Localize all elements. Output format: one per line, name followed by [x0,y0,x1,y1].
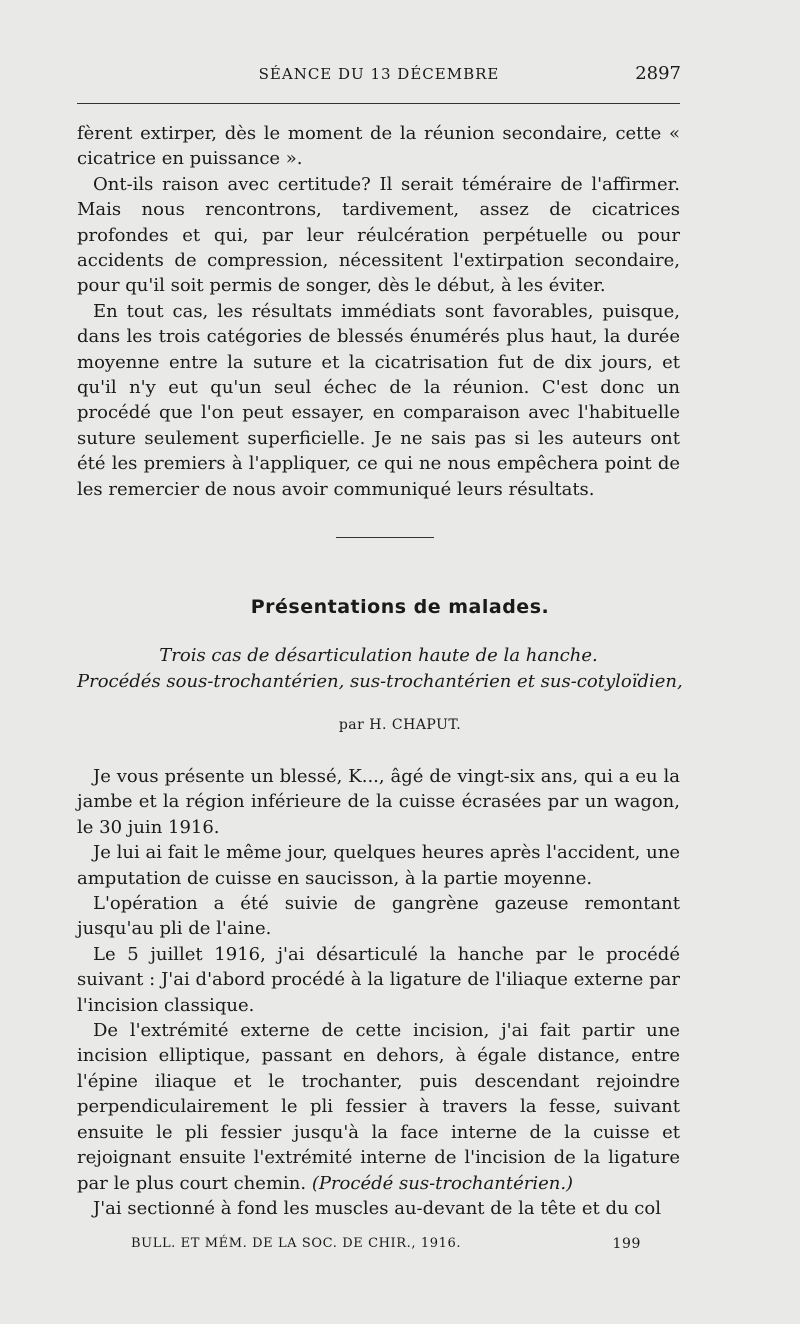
running-header [77,63,681,87]
running-title: SÉANCE DU 13 DÉCEMBRE [258,65,500,83]
paragraph: fèrent extirper, dès le moment de la réunion secondaire, cette « cicatrice en puissance ». [77,123,680,170]
paragraph: Je vous présente un blessé, K..., âgé de vingt-six ans, qui a eu la jambe et la région inférieure de la cuisse écrasées par un wagon, le 30 juin 1916. [77,766,680,838]
paragraph: Le 5 juillet 1916, j'ai désarticulé la hanche par le procédé suivant : J'ai d'abord procédé à la ligature de l'iliaque externe par l'incision classique. [77,943,680,1016]
subtitle-line: Trois cas de désarticulation haute de la hanche. [159,645,598,666]
section-heading: Présentations de malades. [250,596,550,618]
paragraph: En tout cas, les résultats immédiats sont favorables, puisque, dans les trois catégories de blessés énumérés plus haut, la durée moyenne entre la suture et la cicatrisation fut de dix jours, et qu'il n'y eut qu'un seul échec de la réunion. C'est donc un procédé que l'on peut essayer, en comparaison avec l'habituelle suture seulement superficielle. Je ne sais pas si les auteurs ont été les premiers à l'appliquer, ce qui ne nous empêchera point de les remercier de nous avoir communiqué leurs résultats. [77,300,680,500]
section-separator [336,537,434,538]
author-byline: par H. CHAPUT. [338,717,462,733]
paragraph: Je lui ai fait le même jour, quelques heures après l'accident, une amputation de cuisse en saucisson, à la partie moyenne. [77,842,680,889]
header-rule [77,103,680,104]
continued-text [77,121,680,502]
page-number: 2897 [635,63,681,84]
subtitle-line: Procédés sous-trochantérien, sus-trochantérien et sus-cotyloïdien, [77,670,683,692]
paragraph [77,1018,680,1196]
paragraph-text: De l'extrémité externe de cette incision, j'ai fait partir une incision elliptique, passant en dehors, à égale distance, entre l'épine iliaque et le trochanter, puis descendant rejoindre perpendiculairement le pli fessier à travers la fesse, suivant ensuite le pli fessier jusqu'à la face interne de la cuisse et rejoignant ensuite l'extrémité interne de l'incision de la ligature par le plus court chemin. [77,1020,680,1194]
article-body [77,764,680,1221]
signature-number: 199 [612,1236,641,1252]
journal-reference: BULL. ET MÉM. DE LA SOC. DE CHIR., 1916. [131,1236,462,1251]
paragraph: Ont-ils raison avec certitude? Il serait téméraire de l'affirmer. Mais nous rencontrons, tardivement, assez de cicatrices profondes et qui, par leur réulcération perpétuelle ou pour accidents de compression, nécessitent l'extirpation secondaire, pour qu'il soit permis de songer, dès le début, à les éviter. [77,173,680,297]
article-subtitle [77,643,683,694]
paragraph: J'ai sectionné à fond les muscles au-devant de la tête et du col [93,1197,661,1219]
procedure-name: (Procédé sus-trochantérien.) [311,1172,574,1194]
page-footer [131,1236,641,1251]
paragraph: L'opération a été suivie de gangrène gazeuse remontant jusqu'au pli de l'aine. [77,893,680,940]
